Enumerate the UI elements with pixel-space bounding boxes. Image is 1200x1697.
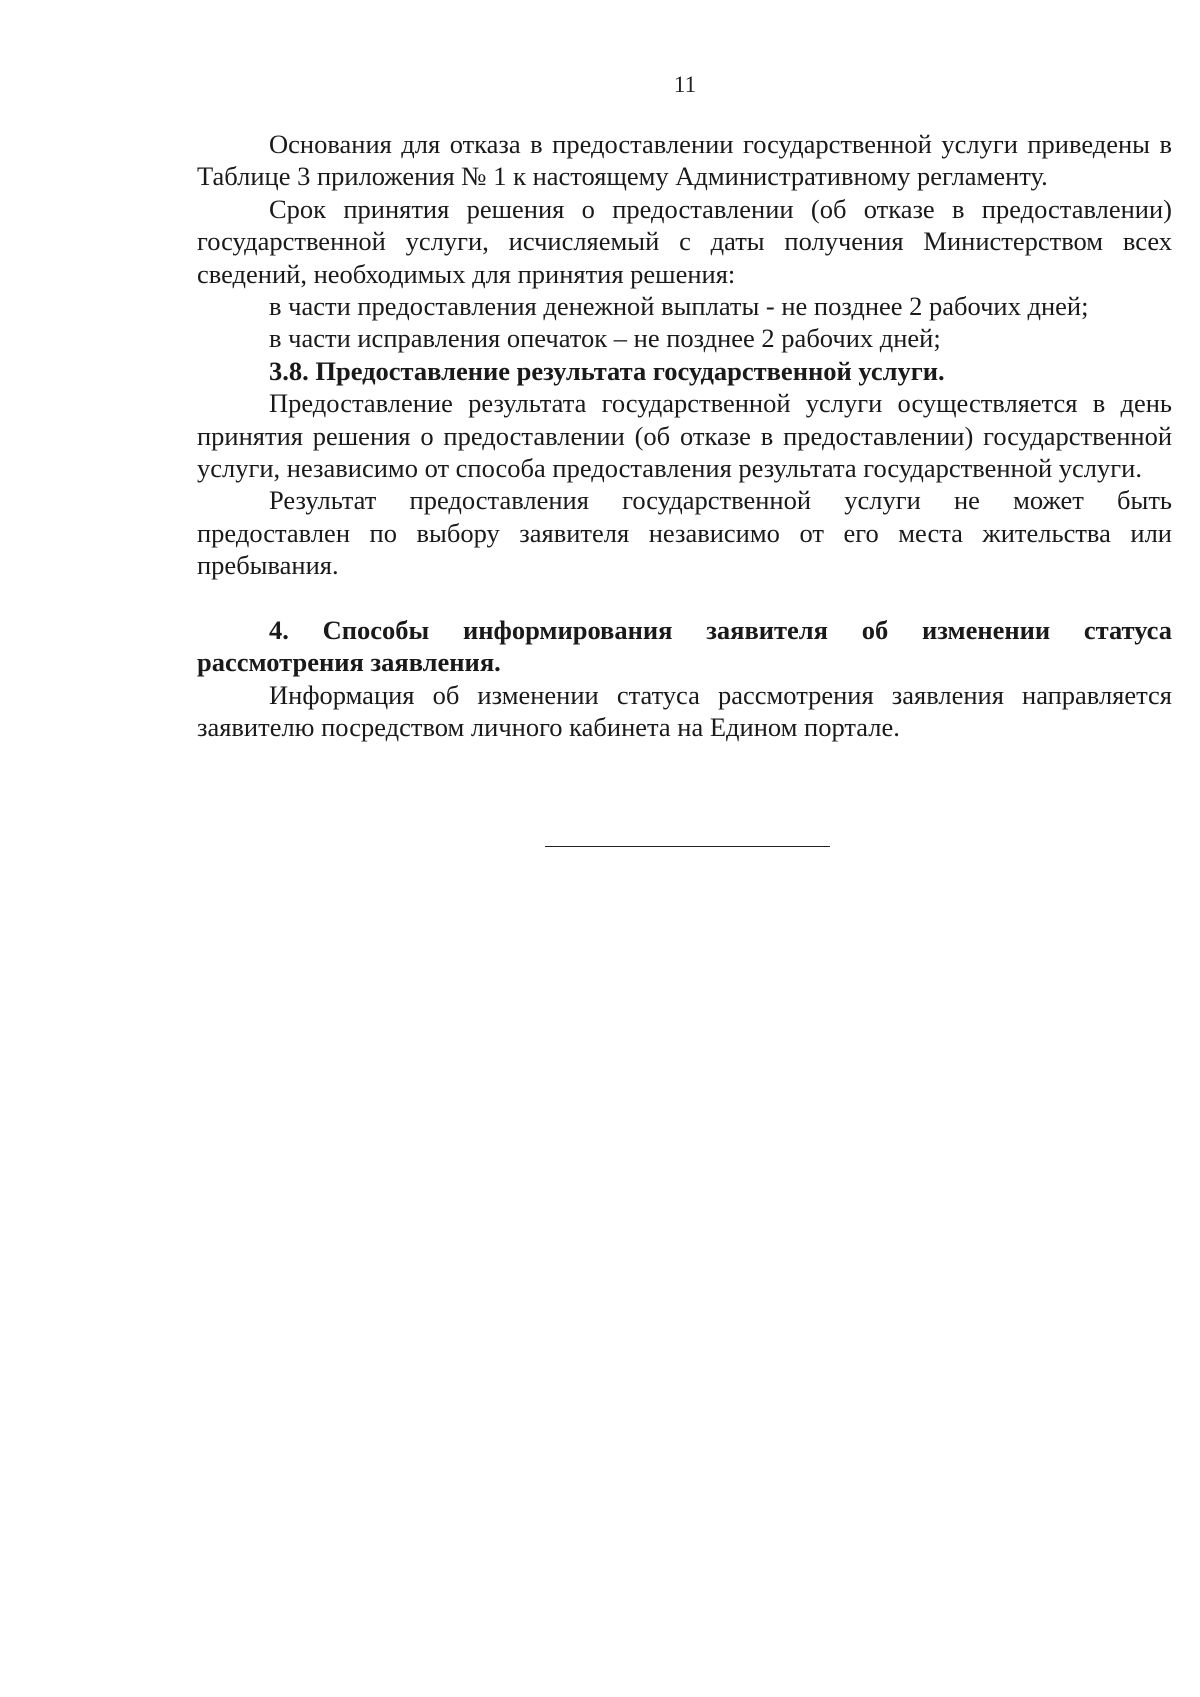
end-of-text-rule	[545, 846, 830, 847]
list-item-typos: в части исправления опечаток – не позднее 2 рабочих дней;	[269, 323, 941, 354]
paragraph-result-location: Результат предоставления государственной услуги не может быть предоставлен по выбору заявителя независимо от его места жительства или пребывания.	[197, 485, 1172, 581]
section-heading-3-8: 3.8. Предоставление результата государственной услуги.	[269, 355, 945, 386]
list-item-payment: в части предоставления денежной выплаты - не позднее 2 рабочих дней;	[269, 291, 1089, 322]
paragraph-decision-term: Срок принятия решения о предоставлении (об отказе в предоставлении) государственной услуги, исчисляемый с даты получения Министерством всех сведений, необходимых для принятия решения:	[197, 193, 1172, 289]
paragraph-status-info: Информация об изменении статуса рассмотрения заявления направляется заявителю посредством личного кабинета на Едином портале.	[197, 679, 1172, 742]
page-number: 11	[673, 72, 697, 97]
document-body	[197, 128, 1172, 743]
paragraph-refusal-grounds: Основания для отказа в предоставлении государственной услуги приведены в Таблице 3 приложения № 1 к настоящему Административному регламенту.	[197, 129, 1172, 192]
paragraph-result-delivery: Предоставление результата государственной услуги осуществляется в день принятия решения о предоставлении (об отказе в предоставлении) государственной услуги, независимо от способа предоставления результата государственной услуги.	[197, 388, 1172, 484]
section-heading-4: 4. Способы информирования заявителя об изменении статуса рассмотрения заявления.	[197, 614, 1172, 678]
